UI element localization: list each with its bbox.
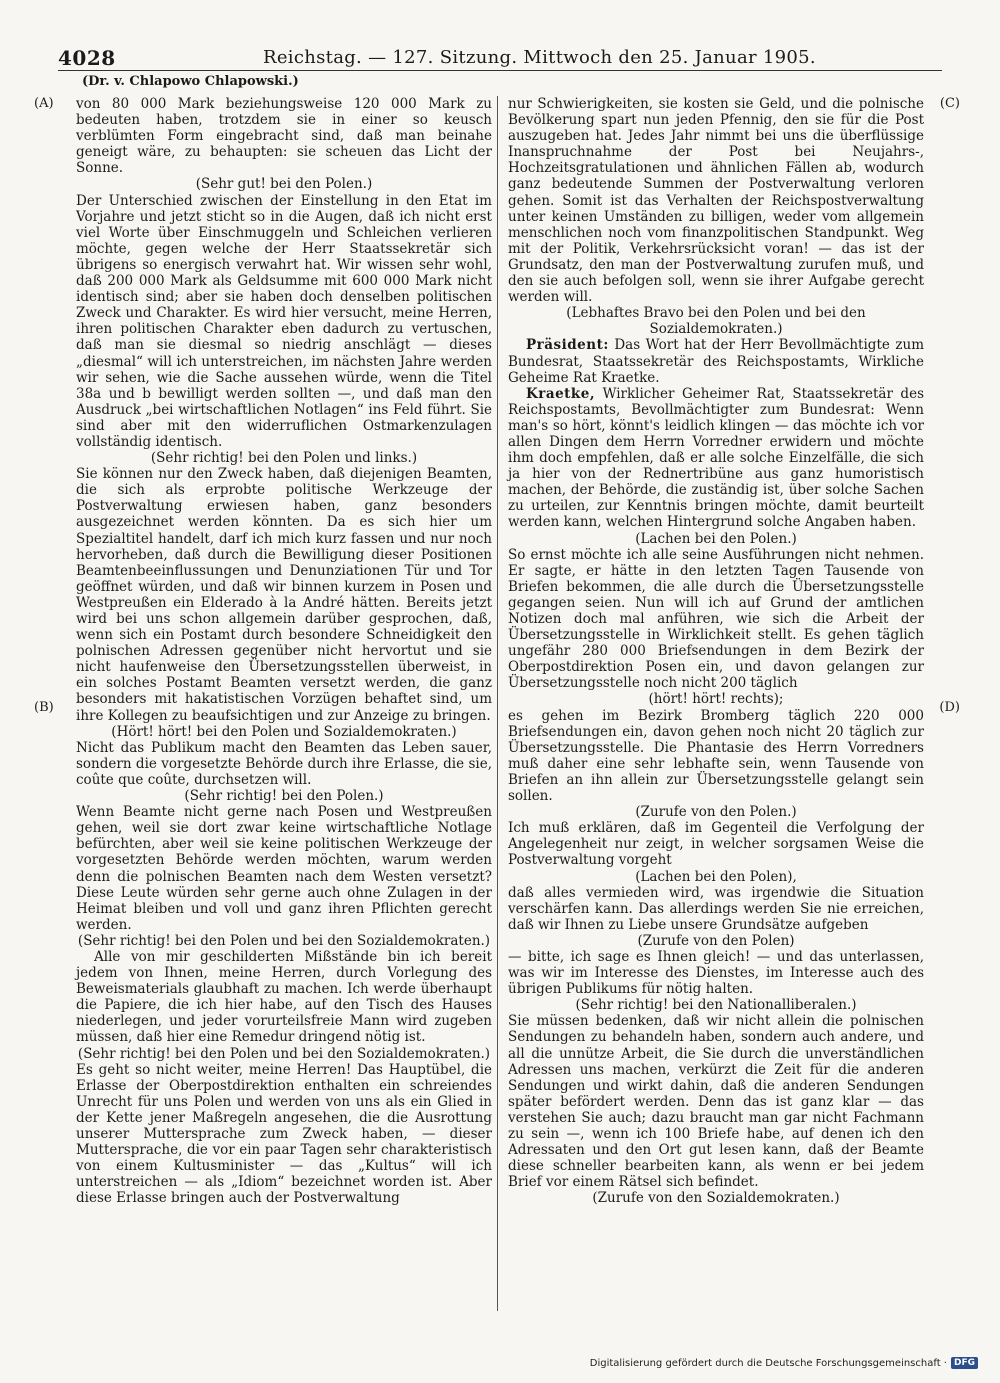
paragraph: Ich muß erklären, daß im Gegenteil die Verfolgung der Angelegenheit nur zeigt, in welcher sorgsamen Weise die Postverwaltung vorgeht: [508, 820, 924, 869]
speaker-text: Wirklicher Geheimer Rat, Staatssekretär des Reichspostamts, Bevollmächtigter zum Bundesrat: Wenn man's so hört, könnt's leidlich klingen — das möchte ich vor allen Dingen dem Herrn Vorredner erwidern und möchte ihm doch empfehlen, daß er alle solche Einzelfälle, die sich ja hier von der Rednertribüne aus ganz humoristisch machen, der Behörde, die zuständig ist, über solche Sachen zu urteilen, zur Kenntnis bringen möchte, damit beurteilt werden kann, welchen Hintergrund solche Angaben haben.: [508, 385, 924, 531]
paragraph: Wenn Beamte nicht gerne nach Posen und Westpreußen gehen, weil sie dort zwar keine wirtschaftliche Notlage befürchten, aber weil sie keine politischen Werkzeuge der vorgesetzten Behörde werden möchten, warum werden denn die polnischen Beamten nach dem Westen versetzt? Diese Leute würden sehr gerne auch ohne Zulagen in der Heimat bleiben und voll und ganz ihren Pflichten gerecht werden.: [76, 804, 492, 933]
interjection: (Zurufe von den Polen): [637, 932, 795, 949]
paragraph: Es geht so nicht weiter, meine Herren! Das Hauptübel, die Erlasse der Oberpostdirektion enthalten ein schreiendes Unrecht für uns Polen und werden von uns als ein Glied in der Kette jener Maßregeln angesehen, die die Ausrottung unserer Muttersprache zum Zweck haben, — dieser Muttersprache, die vor ein paar Tagen sehr charakteristisch von einem Kultusminister — das „Kultus“ will ich unterstreichen — als „Idiom“ bezeichnet worden ist. Aber diese Erlasse bringen auch der Postverwaltung: [76, 1061, 492, 1207]
speaker-paragraph: [508, 337, 924, 385]
interjection: (Lachen bei den Polen.): [635, 530, 797, 547]
left-column: [76, 96, 492, 1206]
paragraph: Alle von mir geschilderten Mißstände bin ich bereit jedem von Ihnen, meine Herren, durch Vorlegung des Beweismaterials glaubhaft zu machen. Ich werde überhaupt die Papiere, die ich hier habe, auf den Tisch des Hauses niederlegen, und jeder vorurteilsfreie Mann wird zugeben müssen, daß hier eine Remedur dringend nötig ist.: [76, 948, 492, 1046]
paragraph: So ernst möchte ich alle seine Ausführungen nicht nehmen. Er sagte, er hätte in den letzten Tagen Tausende von Briefen bekommen, die alle durch die Übersetzungsstelle gegangen seien. Nun will ich auf Grund der amtlichen Notizen doch mal anführen, wie sich die Arbeit der Übersetzungsstelle in Wirklichkeit stellt. Es gehen täglich ungefähr 280 000 Briefsendungen in dem Bezirk der Oberpostdirektion Posen ein, und davon gelangen zur Übersetzungsstelle noch nicht 200 täglich: [508, 546, 924, 692]
paragraph: Sie können nur den Zweck haben, daß diejenigen Beamten, die sich als erprobte politische Werkzeuge der Postverwaltung erwiesen haben, ganz besonders ausgezeichnet werden könnten. Da es sich hier um Spezialtitel handelt, darf ich mich kurz fassen und nur noch hervorheben, daß durch die Bewilligung dieser Positionen Beamtenbeeinflussungen und Denunziationen Tür und Tor geöffnet würden, und daß wir binnen kurzem in Posen und Westpreußen ein Elderado à la André hätten. Bereits jetzt wird bei uns schon allgemein darüber gesprochen, daß, wenn sich ein Postamt durch besondere Schneidigkeit den polnischen Adressen gegenüber nicht hervortut und sie nicht haufenweise den Übersetzungsstellen überweist, in ein solches Postamt Beamten versetzt werden, die ganz besonders mit hakatistischen Vorzügen behaftet sind, um ihre Kollegen zu beaufsichtigen und zur Anzeige zu bringen.: [76, 466, 492, 724]
footer: [590, 1357, 978, 1369]
margin-marker-c: (C): [939, 96, 960, 111]
right-column: [508, 96, 924, 1206]
margin-marker-b: (B): [34, 700, 54, 715]
paragraph: nur Schwierigkeiten, sie kosten sie Geld, und die polnische Bevölkerung spart nun jeden Pfennig, den sie für die Post auszugeben hat. Jedes Jahr nimmt bei uns die überflüssige Inanspruchnahme der Post bei Neujahrs-, Hochzeitsgratulationen und ähnlichen Fällen ab, wodurch ganz bedeutende Summen der Postverwaltung verloren gehen. Somit ist das Verhalten der Reichspostverwaltung unter keinen Umständen zu billigen, weder vom allgemein menschlichen noch vom finanzpolitischen Standpunkt. Weg mit der Politik, Verkehrsrücksicht voran! — das ist der Grundsatz, den man der Postverwaltung zurufen muß, und den sie auch befolgen soll, wenn sie ihrer Aufgabe gerecht werden will.: [508, 96, 924, 306]
interjection: (hört! hört! rechts);: [648, 691, 784, 708]
interjection: (Hört! hört! bei den Polen und Sozialdemokraten.): [111, 723, 457, 740]
page-header: [58, 44, 942, 71]
interjection: (Sehr gut! bei den Polen.): [195, 176, 373, 193]
interjection: (Sehr richtig! bei den Polen und bei den Sozialdemokraten.): [77, 1045, 491, 1062]
paragraph: von 80 000 Mark beziehungsweise 120 000 Mark zu bedeuten haben, trotzdem sie in einer so keusch verblümten Form eingebracht sind, daß man beinahe geneigt wäre, zu behaupten: sie scheuen das Licht der Sonne.: [76, 96, 492, 177]
margin-marker-d: (D): [939, 700, 960, 715]
speaker-name: Kraetke,: [526, 385, 596, 402]
margin-marker-a: (A): [34, 96, 54, 111]
interjection: (Sehr richtig! bei den Nationalliberalen.): [575, 997, 857, 1014]
running-title: Reichstag. — 127. Sitzung. Mittwoch den 25. Januar 1905.: [263, 47, 816, 68]
interjection: (Sehr richtig! bei den Polen.): [184, 788, 384, 805]
paragraph: — bitte, ich sage es Ihnen gleich! — und das unterlassen, was wir im Interesse des Dienstes, im Interesse auch des übrigen Publikums für nötig halten.: [508, 948, 924, 998]
paragraph: daß alles vermieden wird, was irgendwie die Situation verschärfen kann. Das allerdings werden Sie nie erreichen, daß wir Ihnen zu Liebe unsere Grundsätze aufgeben: [508, 884, 924, 933]
paragraph: Sie müssen bedenken, daß wir nicht allein die polnischen Sendungen zu behandeln haben, sondern auch andere, und all die unnütze Arbeit, die Sie durch die unverständlichen Adressen uns machen, verkürzt die Zeit für die anderen Sendungen und wirkt dahin, daß die anderen Sendungen später befördert werden. Denn das ist ganz klar — das verstehen Sie auch; dazu braucht man gar nicht Fachmann zu sein —, wenn ich 100 Briefe habe, auf denen ich den Adressaten und den Ort gut lesen kann, daß der Beamte diese schneller bearbeiten kann, als wenn er bei jedem Brief vor einem Rätsel sich befindet.: [508, 1013, 924, 1191]
speaker-text: Das Wort hat der Herr Bevollmächtigte zum Bundesrat, Staatssekretär des Reichspostamts, Wirkliche Geheime Rat Kraetke.: [508, 337, 924, 386]
paragraph: Der Unterschied zwischen der Einstellung in den Etat im Vorjahre und jetzt sticht so in die Augen, daß ich nicht erst viel Worte über Einschmuggeln und Schleichen verlieren möchte, gegen welche der Herr Staatssekretär sich übrigens so energisch verwahrt hat. Wir wissen sehr wohl, daß 200 000 Mark als Geldsumme mit 600 000 Mark nicht identisch sind; aber sie haben doch denselben politischen Zweck und Charakter. Es wird hier versucht, meine Herren, ihren politischen Charakter eben dadurch zu vertuschen, daß man sie diesmal so niedrig anschlägt — dieses „diesmal“ will ich unterstreichen, im nächsten Jahre werden wir sehen, wie die Sache aussehen würde, wenn die Titel 38a und b bewilligt werden sollten —, und daß man den Ausdruck „bei wirtschaftlichen Notlagen“ ins Feld führt. Sie sind aber mit den widerruflichen Ostmarkenzulagen vollständig identisch.: [76, 192, 492, 450]
paragraph: es gehen im Bezirk Bromberg täglich 220 000 Briefsendungen ein, davon gehen noch nicht 20 täglich zur Übersetzungsstelle. Die Phantasie des Herrn Vorredners muß daher eine sehr lebhafte sein, wenn Tausende von Briefen an ihn allein zur Übersetzungsstelle gelangt sein sollen.: [508, 707, 924, 805]
column-divider: [497, 96, 498, 1311]
interjection: (Lebhaftes Bravo bei den Polen und bei den Sozialdemokraten.): [566, 305, 866, 338]
interjection: (Sehr richtig! bei den Polen und links.): [150, 450, 418, 467]
speaker-name: Präsident:: [526, 337, 609, 354]
page-number: 4028: [58, 46, 116, 70]
speaker-continuation: (Dr. v. Chlapowo Chlapowski.): [82, 74, 299, 89]
interjection: (Zurufe von den Sozialdemokraten.): [592, 1190, 840, 1207]
speaker-paragraph: [508, 386, 924, 531]
footer-credit: Digitalisierung gefördert durch die Deutsche Forschungsgemeinschaft ·: [589, 1357, 947, 1369]
interjection: (Lachen bei den Polen),: [635, 868, 797, 885]
paragraph: Nicht das Publikum macht den Beamten das Leben sauer, sondern die vorgesetzte Behörde durch ihre Erlasse, die sie, coûte que coûte, durchsetzen will.: [76, 739, 492, 788]
interjection: (Sehr richtig! bei den Polen und bei den Sozialdemokraten.): [77, 932, 491, 949]
dfg-logo: DFG: [951, 1357, 978, 1369]
interjection: (Zurufe von den Polen.): [635, 804, 797, 821]
